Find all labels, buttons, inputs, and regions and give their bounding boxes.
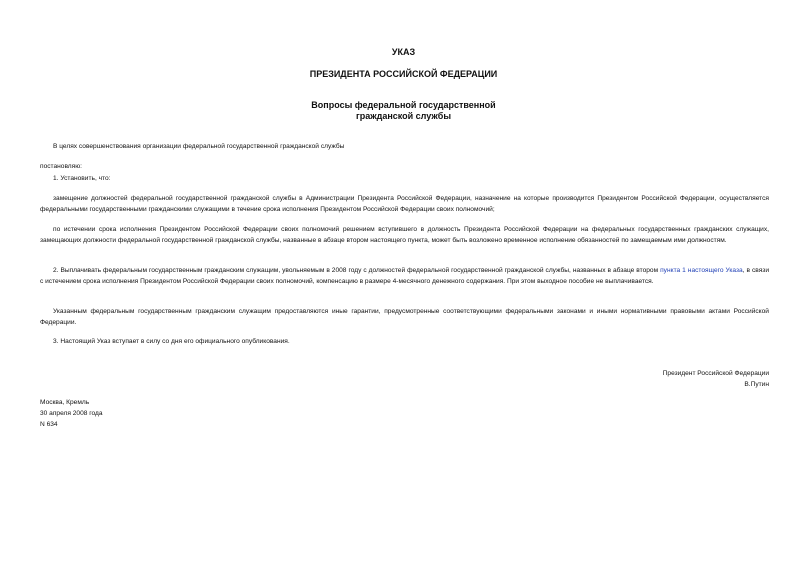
footer-date: 30 апреля 2008 года [40, 410, 103, 417]
intro-paragraph: В целях совершенствования организации федеральной государственной гражданской службы [53, 143, 345, 150]
item3-paragraph: 3. Настоящий Указ вступает в силу со дня его официального опубликования. [53, 338, 290, 345]
item1-heading: 1. Установить, что: [53, 175, 111, 182]
decree-word: постановляю: [40, 163, 83, 170]
footer-number: N 634 [40, 421, 58, 428]
item1-reference-link[interactable]: пункта 1 настоящего Указа [660, 267, 743, 274]
item1-paragraph-a: замещение должностей федеральной государственной гражданской службы в Администрации Президента Российской Федерации, назначение на которые производится Президентом Российской Федерации, осуществляется федеральными государственными гражданскими служащими в течение срока исполнения Президентом Российской Федерации своих полномочий; [40, 195, 769, 213]
signature-name: В.Путин [744, 381, 769, 388]
item2-paragraph [40, 265, 769, 287]
item2-text-start: 2. Выплачивать федеральным государственным гражданским служащим, увольняемым в 2008 году с должностей федеральной государственной гражданской службы, названных в абзаце втором [53, 267, 661, 274]
item2-text-end: , в связи с истечением срока исполнения Президентом Российской Федерации своих полномочий, компенсацию в размере 4-месячного денежного содержания. При этом выходное пособие не выплачивается. [40, 267, 769, 285]
footer-place: Москва, Кремль [40, 399, 90, 406]
decree-topic-line1: Вопросы федеральной государственной [311, 100, 496, 110]
item2-paragraph-b: Указанным федеральным государственным гражданским служащим предоставляются иные гарантии, предусмотренные соответствующими федеральными законами и иными нормативными правовыми актами Российской Федерации. [40, 308, 769, 326]
item1-paragraph-b: по истечении срока исполнения Президентом Российской Федерации своих полномочий решением вступившего в должность Президента Российской Федерации на федеральных государственных гражданских служащих, замещающих должности федеральной государственной гражданской службы, названные в абзаце втором настоящего пункта, может быть возложено временное исполнение обязанностей по замещаемым ими должностям. [40, 226, 769, 244]
decree-subtitle: ПРЕЗИДЕНТА РОССИЙСКОЙ ФЕДЕРАЦИИ [309, 69, 498, 79]
signature-position: Президент Российской Федерации [662, 370, 769, 377]
decree-title: УКАЗ [391, 47, 416, 57]
decree-topic-line2: гражданской службы [355, 111, 452, 121]
